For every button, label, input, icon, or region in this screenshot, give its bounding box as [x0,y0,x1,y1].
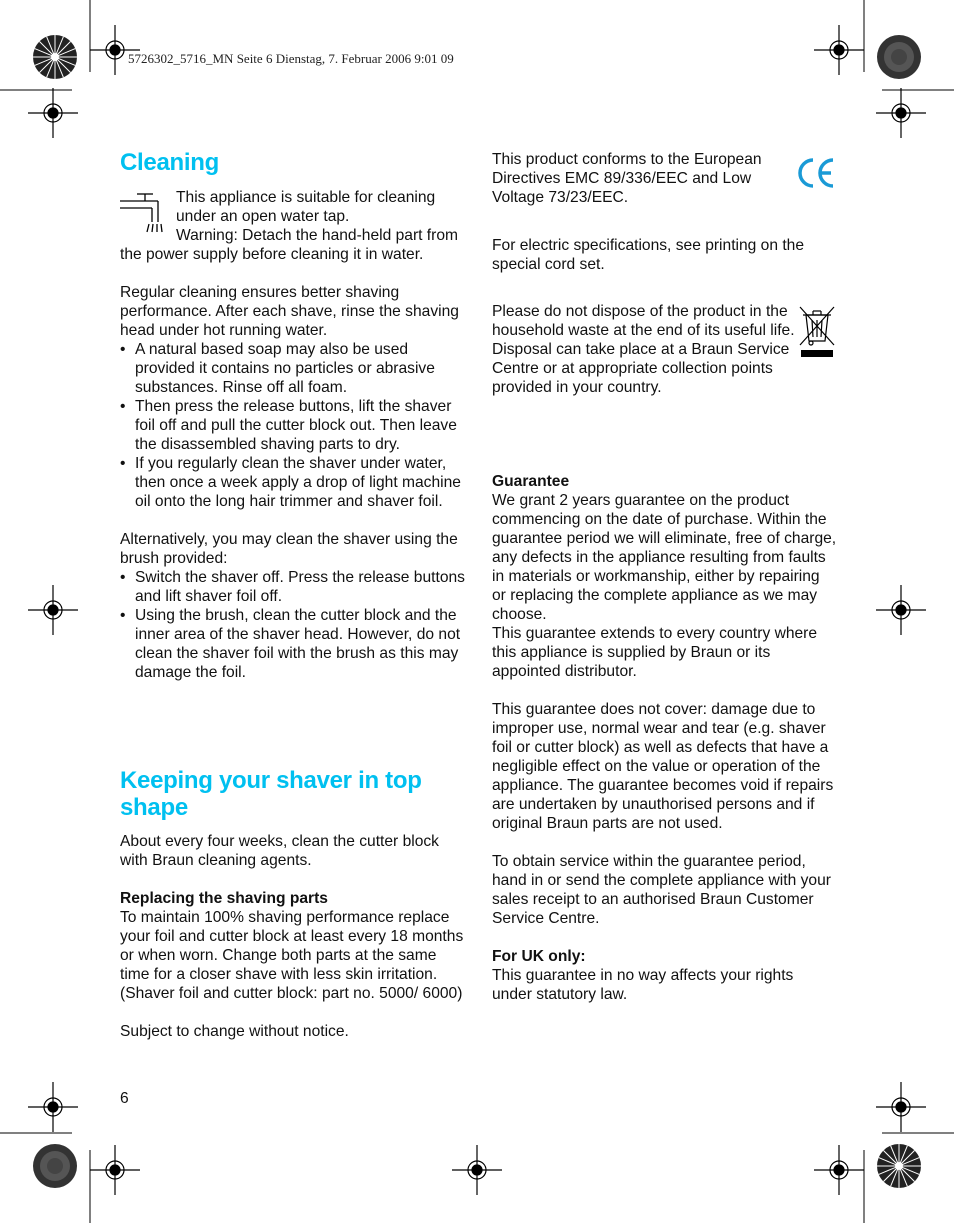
color-wheel-icon [32,1143,78,1189]
cleaning-warning: Warning: Detach the hand-held part from the power supply before cleaning it in water. [120,227,458,263]
registration-mark-icon [28,1082,78,1132]
list-item: • Switch the shaver off. Press the release buttons and lift shaver foil off. [120,568,465,606]
color-wheel-icon [876,34,922,80]
color-wheel-icon [32,34,78,80]
part-number: (Shaver foil and cutter block: part no. 5000/ 6000) [120,985,463,1002]
registration-mark-icon [90,25,140,75]
registration-mark-icon [452,1145,502,1195]
cleaning-alt-intro: Alternatively, you may clean the shaver using the brush provided: [120,531,458,567]
uk-text: This guarantee in no way affects your rights under statutory law. [492,967,794,1003]
cleaning-list [120,340,465,511]
replacing-title: Replacing the shaving parts [120,890,328,907]
crossed-out-bin-icon [798,305,836,359]
keeping-title: Keeping your shaver in top shape [120,767,422,821]
electric-spec-text: For electric specifications, see printing on the special cord set. [492,237,805,273]
guarantee-title: Guarantee [492,473,570,490]
disposal-text: Please do not dispose of the product in the household waste at the end of its useful life. Disposal can take place at a Braun Service Centre or at appropriate collection points provided in your country. [492,303,795,396]
cleaning-title: Cleaning [120,149,219,176]
brush-list [120,568,465,682]
conformity-text: This product conforms to the European Directives EMC 89/336/EEC and Low Voltage 73/23/EEC. [492,151,762,206]
list-item: • Using the brush, clean the cutter block and the inner area of the shaver head. However, do not clean the shaver foil with the brush as this may damage the foil. [120,606,465,682]
guarantee-paragraph: To obtain service within the guarantee period, hand in or send the complete appliance with your sales receipt to an authorised Braun Customer Service Centre. [492,853,831,927]
color-wheel-icon [876,1143,922,1189]
cleaning-regular: Regular cleaning ensures better shaving performance. After each shave, rinse the shaving head under hot running water. [120,284,459,339]
registration-mark-icon [814,25,864,75]
guarantee-paragraph: This guarantee does not cover: damage due to improper use, normal wear and tear (e.g. shaver foil or cutter block) as well as defects that have a negligible effect on the value or operation of the appliance. The guarantee becomes void if repairs are undertaken by unauthorised persons and if original Braun parts are not used. [492,701,834,832]
cleaning-intro: This appliance is suitable for cleaning under an open water tap. [176,189,436,225]
registration-mark-icon [28,88,78,138]
ce-mark-icon [796,155,836,191]
list-item: • A natural based soap may also be used provided it contains no particles or abrasive substances. Rinse off all foam. [120,340,465,397]
keeping-section [120,832,465,1041]
replacing-text: To maintain 100% shaving performance replace your foil and cutter block at least every 18 months or when worn. Change both parts at the same time for a closer shave with less skin irritation. [120,909,464,983]
list-item: • If you regularly clean the shaver under water, then once a week apply a drop of light machine oil onto the long hair trimmer and shaver foil. [120,454,465,511]
keeping-text: About every four weeks, clean the cutter block with Braun cleaning agents. [120,833,439,869]
change-notice: Subject to change without notice. [120,1023,349,1040]
guarantee-section [492,472,837,1004]
cleaning-section [120,188,465,682]
uk-title: For UK only: [492,948,586,965]
list-item: • Then press the release buttons, lift the shaver foil off and pull the cutter block out. Then leave the disassembled shaving parts to dry. [120,397,465,454]
page-number: 6 [120,1090,129,1107]
registration-mark-icon [876,585,926,635]
registration-mark-icon [814,1145,864,1195]
guarantee-paragraph: We grant 2 years guarantee on the product commencing on the date of purchase. Within the guarantee period we will eliminate, free of charge, any defects in the appliance resulting from faults in materials or workmanship, either by repairing or replacing the complete appliance as we may choose. [492,492,837,623]
registration-mark-icon [876,1082,926,1132]
print-slug: 5726302_5716_MN Seite 6 Dienstag, 7. Februar 2006 9:01 09 [128,51,454,66]
registration-mark-icon [876,88,926,138]
registration-mark-icon [28,585,78,635]
registration-mark-icon [90,1145,140,1195]
guarantee-paragraph: This guarantee extends to every country where this appliance is supplied by Braun or its appointed distributor. [492,625,818,680]
